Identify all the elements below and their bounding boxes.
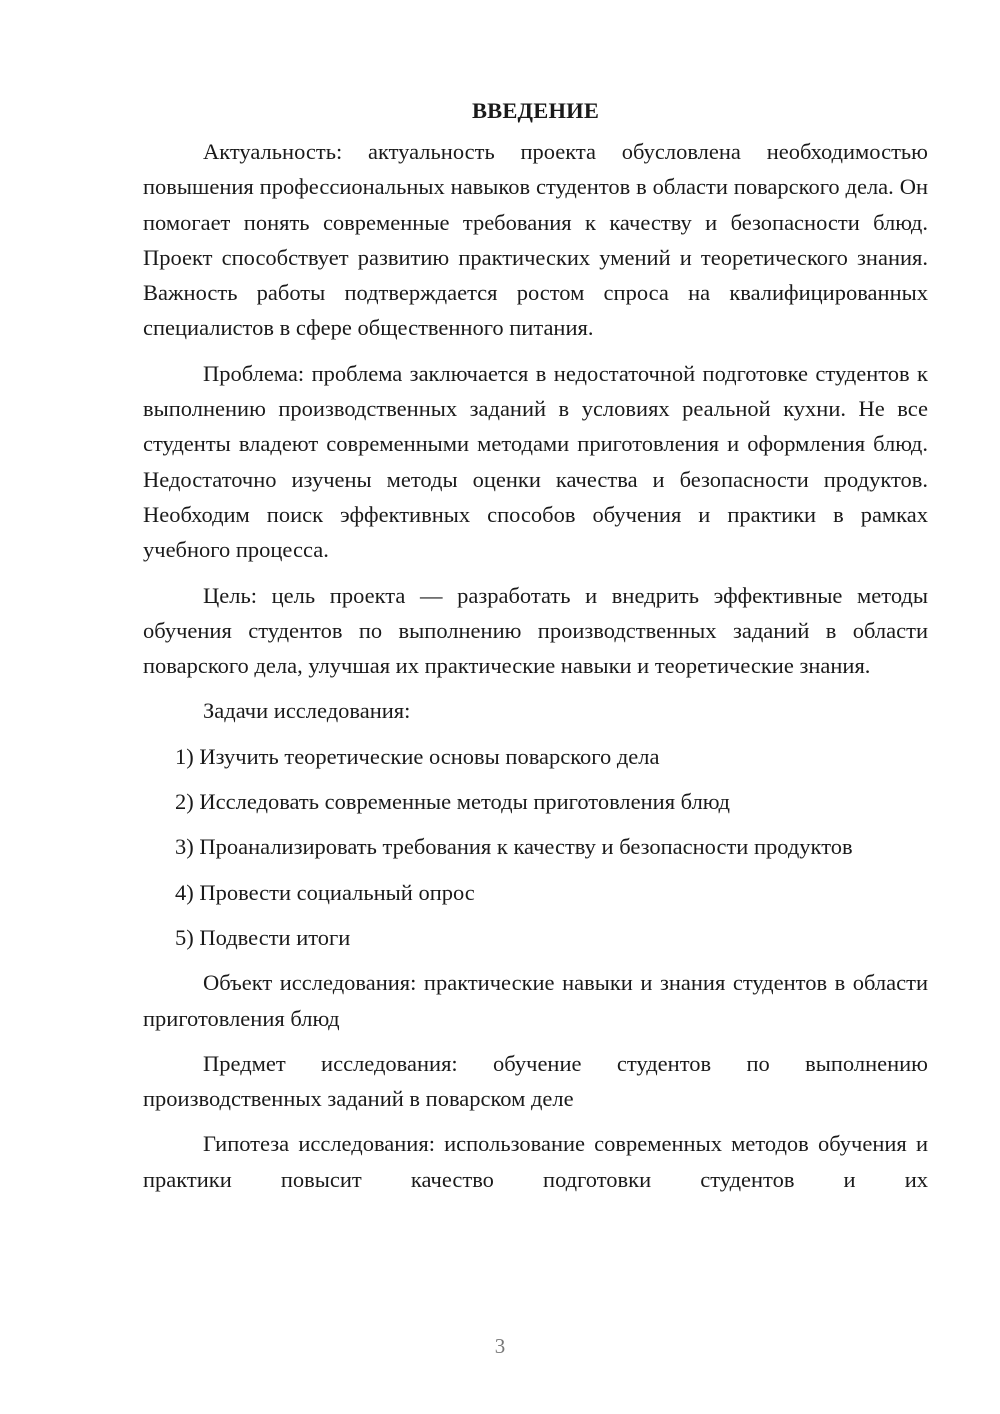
object-paragraph: Объект исследования: практические навыки и знания студентов в области приготовления блюд (143, 970, 928, 1031)
task-item-5: 5) Подвести итоги (175, 924, 351, 950)
hypothesis-paragraph: Гипотеза исследования: использование современных методов обучения и практики повысит качество подготовки студентов и их (143, 1131, 928, 1192)
task-item-2: 2) Исследовать современные методы приготовления блюд (175, 789, 730, 815)
task-item-3: 3) Проанализировать требования к качеству и безопасности продуктов (175, 834, 853, 860)
relevance-paragraph: Актуальность: актуальность проекта обусловлена необходимостью повышения профессиональных навыков студентов в области поварского дела. Он помогает понять современные требования к качеству и безопасности блюд. Проект способствует развитию практических умений и теоретического знания. Важность работы подтверждается ростом спроса на квалифицированных специалистов в сфере общественного питания. (143, 139, 928, 341)
goal-paragraph: Цель: цель проекта — разработать и внедрить эффективные методы обучения студентов по выполнению производственных заданий в области поварского дела, улучшая их практические навыки и теоретические знания. (143, 582, 928, 679)
page-number: 3 (494, 1334, 506, 1358)
problem-paragraph: Проблема: проблема заключается в недостаточной подготовке студентов к выполнению производственных заданий в условиях реальной кухни. Не все студенты владеют современными методами приготовления и оформления блюд. Недостаточно изучены методы оценки качества и безопасности продуктов. Необходим поиск эффективных способов обучения и практики в рамках учебного процесса. (143, 360, 928, 563)
page-content (143, 93, 928, 1197)
section-title: ВВЕДЕНИЕ (471, 98, 600, 123)
task-item-1: 1) Изучить теоретические основы поварского дела (175, 743, 660, 769)
subject-paragraph: Предмет исследования: обучение студентов по выполнению производственных заданий в поварском деле (143, 1050, 928, 1112)
task-item-4: 4) Провести социальный опрос (175, 879, 475, 905)
tasks-heading: Задачи исследования: (203, 698, 411, 724)
